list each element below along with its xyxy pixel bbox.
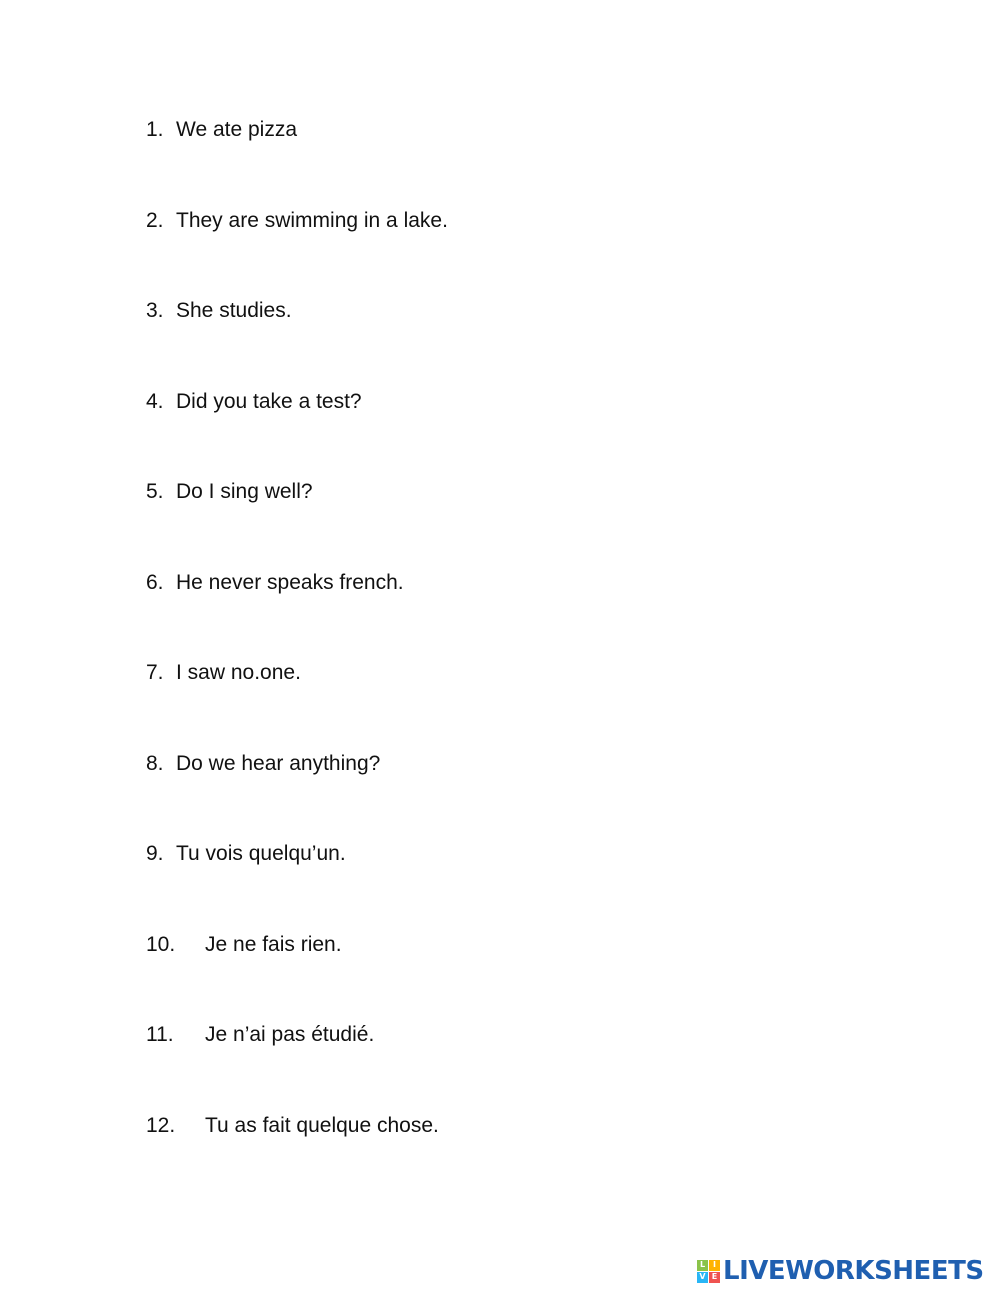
item-number: 12. [146, 1114, 176, 1137]
list-item-10 [146, 933, 342, 957]
item-text: Do I sing well? [176, 480, 313, 503]
item-number: 5. [146, 480, 164, 503]
item-number: 6. [146, 571, 164, 594]
logo-mark-letter: L [697, 1260, 708, 1271]
item-text: Tu vois quelqu’un. [176, 842, 346, 865]
item-number: 1. [146, 118, 164, 141]
item-text: Je n’ai pas étudié. [205, 1023, 375, 1046]
item-number: 9. [146, 842, 164, 865]
item-text: Tu as fait quelque chose. [205, 1114, 439, 1137]
item-number: 2. [146, 209, 164, 232]
item-text: Do we hear anything? [176, 752, 381, 775]
list-item-6 [146, 571, 404, 595]
item-number: 8. [146, 752, 164, 775]
item-number: 3. [146, 299, 164, 322]
list-item-2 [146, 209, 448, 233]
logo-mark-letter: V [697, 1272, 708, 1283]
list-item-9 [146, 842, 346, 866]
logo-text: LIVEWORKSHEETS [723, 1256, 984, 1286]
item-text: I saw no.one. [176, 661, 301, 684]
list-item-12 [146, 1114, 439, 1138]
item-text: Je ne fais rien. [205, 933, 342, 956]
list-item-5 [146, 480, 313, 504]
item-text: They are swimming in a lake. [176, 209, 448, 232]
logo-mark-letter: E [709, 1272, 720, 1283]
logo-mark-icon [697, 1260, 720, 1283]
liveworksheets-logo [697, 1255, 984, 1287]
item-text: He never speaks french. [176, 571, 404, 594]
item-number: 10. [146, 933, 176, 956]
item-number: 7. [146, 661, 164, 684]
item-number: 11. [146, 1023, 174, 1046]
logo-mark-letter: I [709, 1260, 720, 1271]
item-number: 4. [146, 390, 164, 413]
list-item-1 [146, 118, 297, 142]
list-item-4 [146, 390, 362, 414]
item-text: Did you take a test? [176, 390, 362, 413]
item-text: We ate pizza [176, 118, 298, 141]
list-item-11 [146, 1023, 374, 1047]
list-item-7 [146, 661, 301, 685]
list-item-3 [146, 299, 292, 323]
list-item-8 [146, 752, 380, 776]
item-text: She studies. [176, 299, 292, 322]
